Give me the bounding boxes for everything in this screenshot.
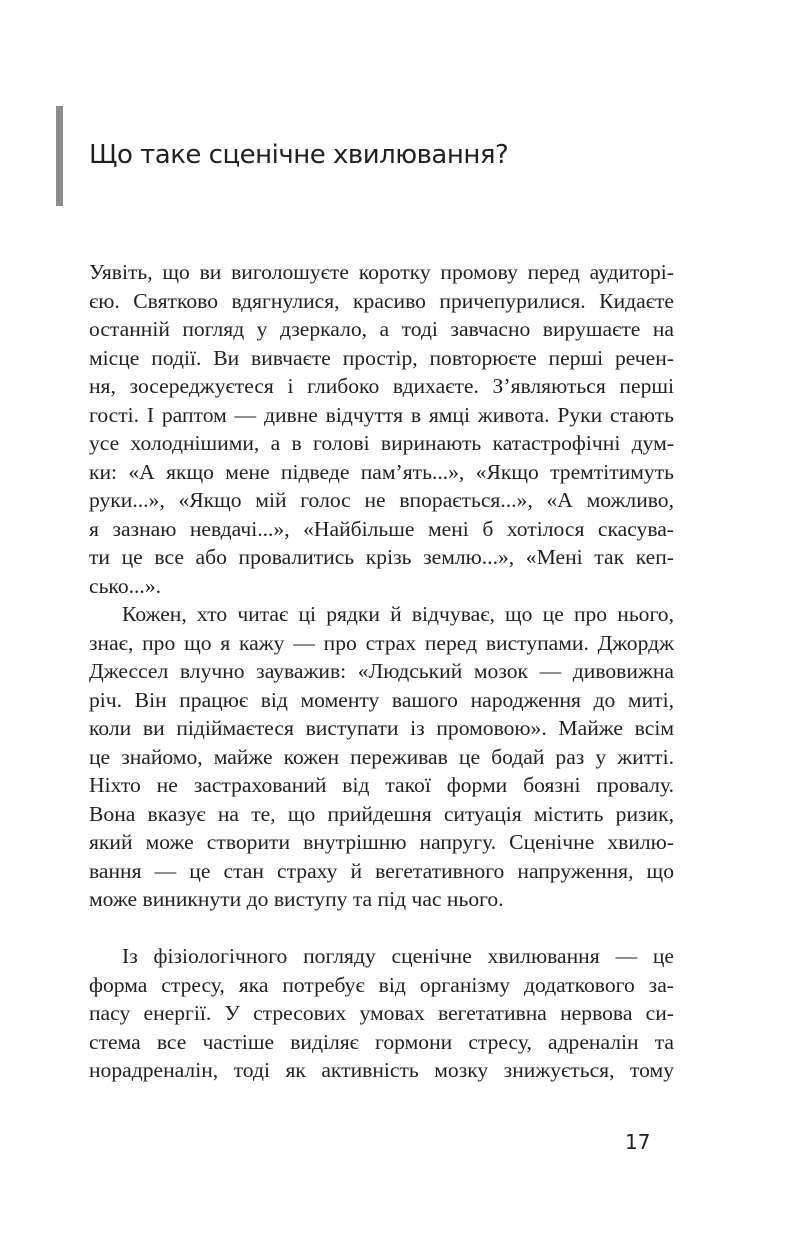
text-line: я зазнаю невдачі...», «Найбільше мені б хотілося скасува- bbox=[89, 516, 674, 541]
text-line: пасу енергії. У стресових умовах вегетативна нервова си- bbox=[89, 1001, 674, 1025]
text-line: Ніхто не застрахований від такої форми боязні провалу. bbox=[89, 773, 674, 797]
page-number: 17 bbox=[625, 1130, 651, 1154]
text-line: Вона вказує на те, що прийдешня ситуація містить ризик, bbox=[89, 801, 674, 826]
text-line: останній погляд у дзеркало, а тоді завчасно вирушаєте на bbox=[89, 317, 674, 341]
text-line: Уявіть, що ви виголошуєте коротку промову перед аудиторі- bbox=[89, 260, 674, 284]
text-line: річ. Він працює від моменту вашого народження до миті, bbox=[89, 687, 674, 712]
heading-accent-bar bbox=[56, 106, 63, 206]
text-line: Джессел влучно зауважив: «Людський мозок — дивовижна bbox=[89, 659, 674, 683]
paragraph-spacer bbox=[89, 914, 674, 943]
text-line: норадреналін, тоді як активність мозку знижується, тому bbox=[89, 1058, 674, 1082]
text-line: ти це все або провалитись крізь землю...», «Мені так кеп- bbox=[89, 545, 674, 569]
paragraph bbox=[89, 600, 674, 914]
text-line: знає, про що я кажу — про страх перед виступами. Джордж bbox=[89, 630, 674, 655]
text-line: ки: «А якщо мене підведе пам’ять...», «Якщо тремтітимуть bbox=[89, 459, 674, 484]
text-line: форма стресу, яка потребує від організму додаткового за- bbox=[89, 972, 674, 997]
text-line: єю. Святково вдягнулися, красиво причепурилися. Кидаєте bbox=[89, 288, 674, 313]
text-line: вання — це стан страху й вегетативного напруження, що bbox=[89, 858, 674, 883]
text-line: який може створити внутрішню напругу. Сценічне хвилю- bbox=[89, 830, 674, 854]
text-line: гості. І раптом — дивне відчуття в ямці живота. Руки стають bbox=[89, 402, 674, 427]
section-heading: Що таке сценічне хвилювання? bbox=[89, 140, 509, 170]
body-text bbox=[89, 258, 674, 1085]
text-line: усе холоднішими, а в голові виринають катастрофічні дум- bbox=[89, 431, 674, 455]
text-line: руки...», «Якщо мій голос не впорається...», «А можливо, bbox=[89, 488, 674, 512]
text-line: стема все частіше виділяє гормони стресу, адреналін та bbox=[89, 1029, 674, 1054]
paragraph bbox=[89, 942, 674, 1085]
text-line: Кожен, хто читає ці рядки й відчуває, що це про нього, bbox=[122, 602, 674, 626]
text-line: може виникнути до виступу та під час нього. bbox=[89, 887, 504, 911]
paragraph bbox=[89, 258, 674, 600]
text-line: сько...». bbox=[89, 573, 162, 598]
text-line: Із фізіологічного погляду сценічне хвилювання — це bbox=[122, 944, 674, 968]
text-line: місце події. Ви вивчаєте простір, повторюєте перші речен- bbox=[89, 345, 674, 370]
text-line: це знайомо, майже кожен переживав це бодай раз у житті. bbox=[89, 744, 674, 769]
text-line: ня, зосереджуєтеся і глибоко вдихаєте. З’являються перші bbox=[89, 374, 674, 398]
text-line: коли ви підіймаєтеся виступати із промовою». Майже всім bbox=[89, 716, 674, 740]
